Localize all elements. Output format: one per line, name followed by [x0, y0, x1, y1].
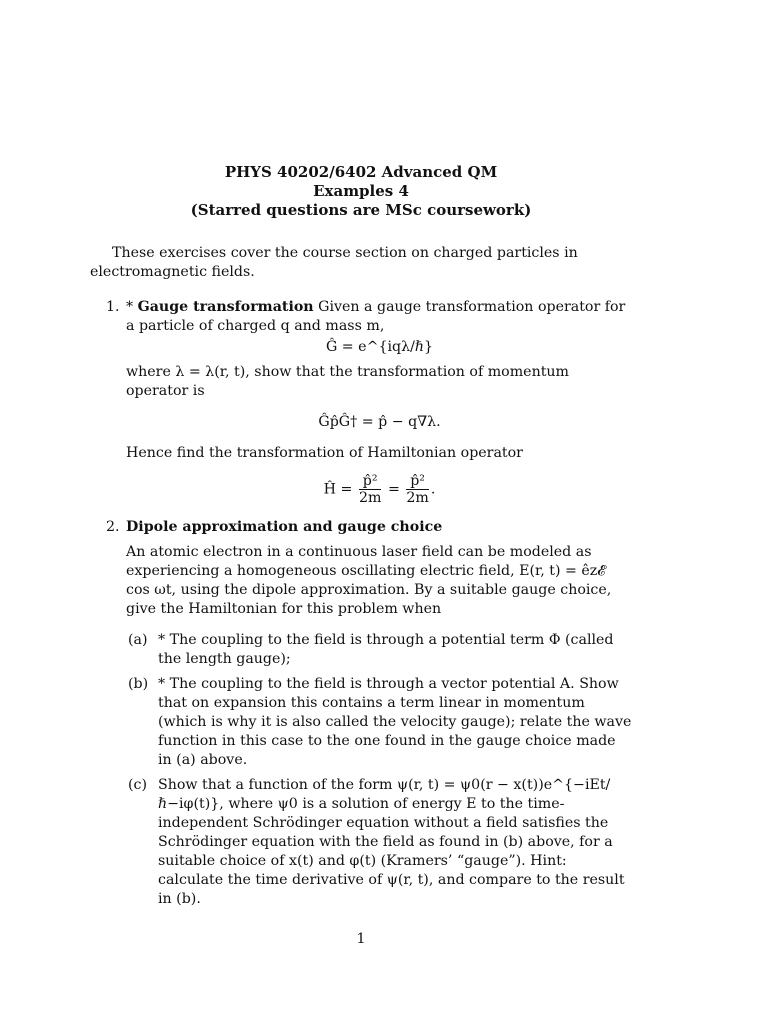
question-text: Given a gauge transformation operator for a particle of charged q and mass m, [126, 299, 626, 334]
document-header [0, 163, 722, 220]
subquestion-a [128, 631, 633, 669]
subquestion-c [128, 776, 633, 909]
intro-paragraph: These exercises cover the course section on charged particles in electromagnetic fields. [90, 245, 578, 280]
question-text-3: Hence find the transformation of Hamiltonian operator [126, 445, 523, 461]
sheet-note: (Starred questions are MSc coursework) [190, 201, 532, 219]
fraction-2 [406, 473, 428, 506]
question-text-2: where λ = λ(r, t), show that the transformation of momentum operator is [126, 364, 570, 399]
question-title: Gauge transformation [137, 299, 314, 315]
question-number: 1. [106, 299, 120, 315]
subquestion-label: (b) [128, 676, 149, 692]
equation-end-period: . [430, 481, 436, 498]
hamiltonian-lhs: Ĥ = [323, 481, 353, 498]
question-1 [90, 298, 633, 510]
star-marker: * [126, 299, 138, 315]
page-number: 1 [356, 931, 366, 947]
equation-hamiltonian: Ĥ = $\frac{\text{p̂²}}{2m}$ = $\frac{\text{p̂²}}{2m}$ . [323, 473, 436, 506]
fraction-2-denominator: 2m [406, 490, 429, 506]
subquestion-label: (a) [128, 632, 148, 648]
fraction-2-numerator: p̂² [406, 473, 428, 490]
subquestion-label: (c) [128, 777, 148, 793]
subquestion-text: * The coupling to the field is through a vector potential A. Show that on expansion this contains a term linear in momentum (which is why it is also called the velocity gauge); relate the wave function in this case to the one found in the gauge choice made in (a) above. [158, 676, 632, 768]
question-number: 2. [106, 519, 120, 535]
subquestion-list [128, 631, 633, 909]
fraction-1-denominator: 2m [358, 490, 382, 506]
subquestion-text: * The coupling to the field is through a potential term Φ (called the length gauge); [158, 632, 614, 667]
question-2 [90, 518, 633, 909]
question-title: Dipole approximation and gauge choice [126, 519, 443, 535]
subquestion-text: Show that a function of the form ψ(r, t) = ψ0(r − x(t))e^{−iEt/ℏ−iφ(t)}, where ψ0 is a solution of energy E to the time-independent Schrödinger equation without a field satisfies the Schrödinger equation with the field as found in (b) above, for a suitable choice of x(t) and φ(t) (Kramers’ “gauge”). Hint: calculate the time derivative of ψ(r, t), and compare to the result in (b). [158, 777, 625, 907]
fraction-1 [359, 473, 381, 506]
fraction-1-numerator: p̂² [359, 473, 381, 490]
sheet-title: Examples 4 [313, 182, 409, 200]
equation-gauge-operator: Ĝ = e^{iqλ/ℏ} [325, 339, 434, 355]
course-title: PHYS 40202/6402 Advanced QM [224, 163, 498, 181]
subquestion-b [128, 675, 633, 770]
question-text: An atomic electron in a continuous laser field can be modeled as experiencing a homogeneous oscillating electric field, E(r, t) = êz𝓔 cos ωt, using the dipole approximation. By a suitable gauge choice, give the Hamiltonian for this problem when [126, 544, 612, 617]
equation-momentum-transform: Ĝp̂Ĝ† = p̂ − q∇λ. [318, 414, 441, 430]
